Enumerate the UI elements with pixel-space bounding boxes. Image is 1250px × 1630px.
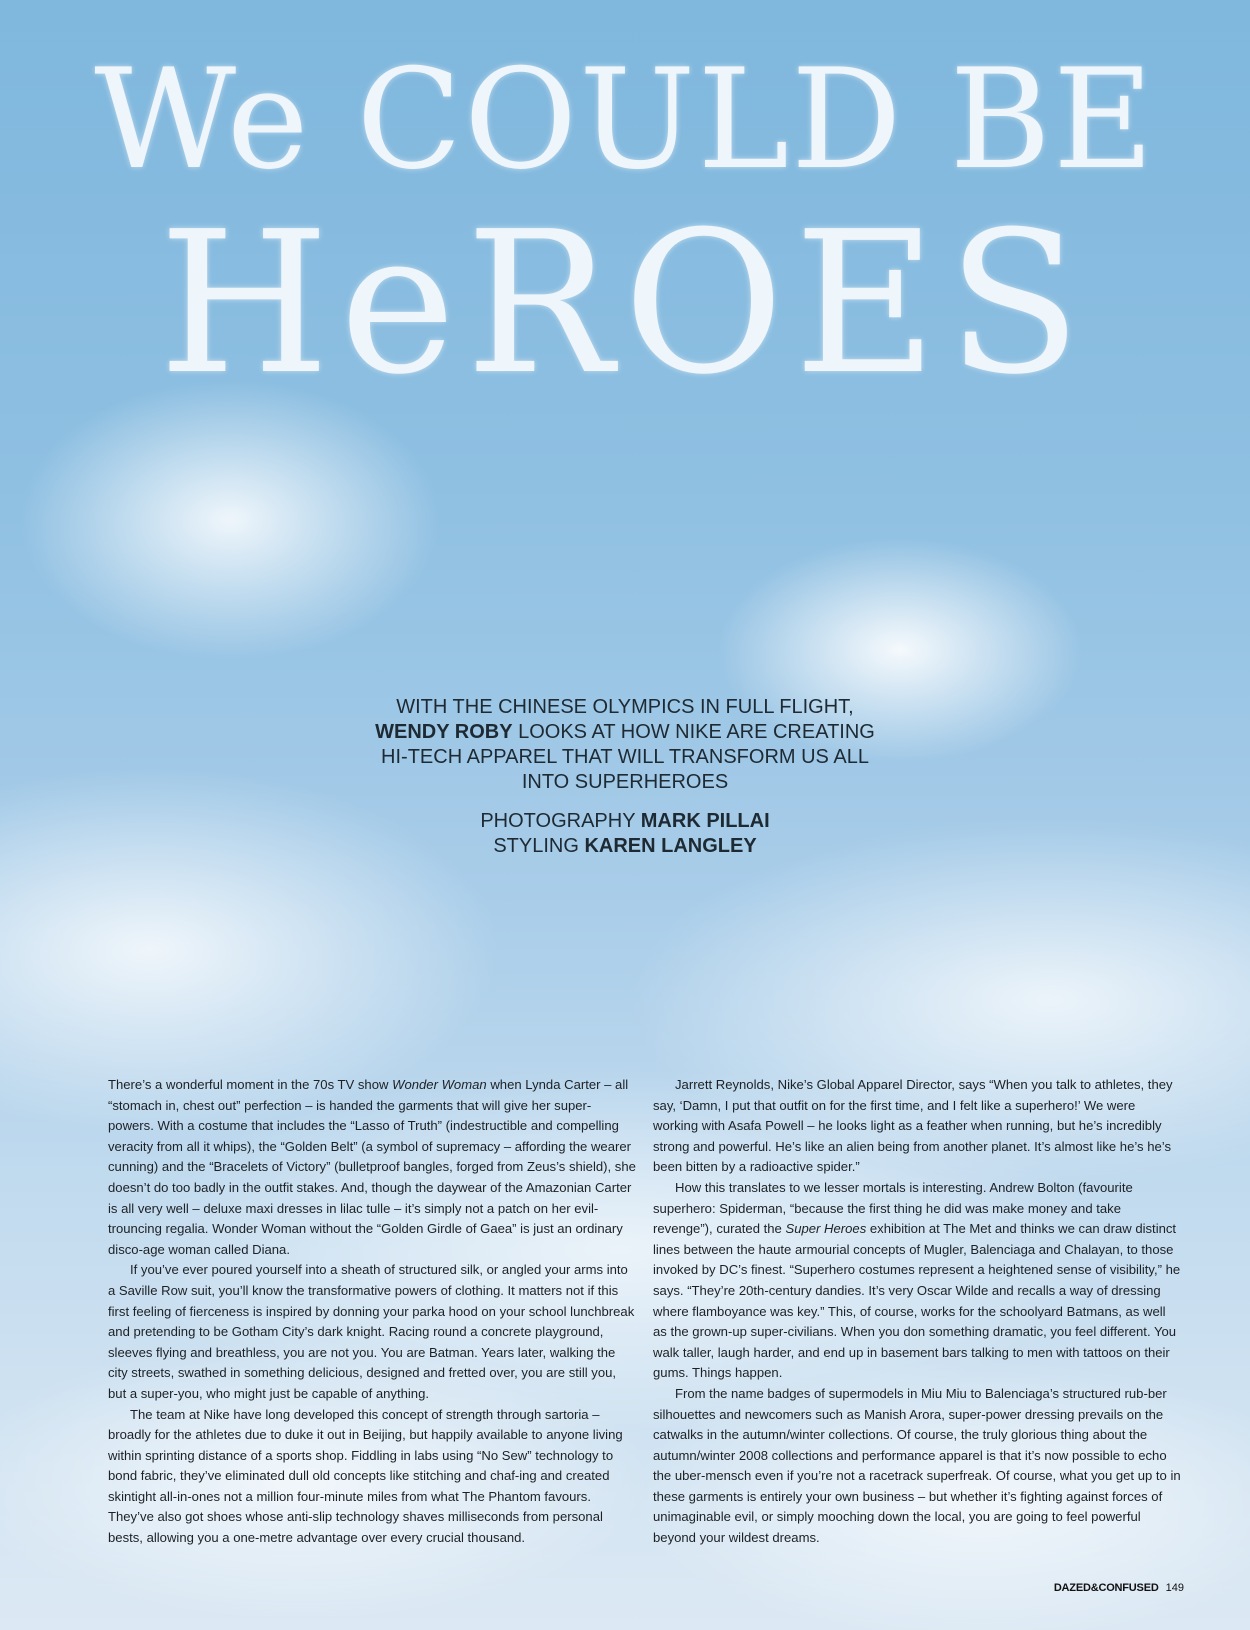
paragraph-1 (108, 1075, 636, 1260)
standfirst-line-3: HI-TECH APPAREL THAT WILL TRANSFORM US ALL (381, 746, 869, 768)
paragraph-2: If you’ve ever poured yourself into a sheath of structured silk, or angled your arms into a Saville Row suit, you’ll know the transformative powers of clothing. It matters not if this first feeling of fierceness is inspired by donning your parka hood on your school lunchbreak and pretending to be Gotham City’s dark knight. Racing round a concrete playground, sleeves flying and breathless, you are not you. You are Batman. Years later, walking the city streets, swathed in something delicious, designed and fretted over, you are still you, but a super-you, who might just be capable of anything. (108, 1262, 635, 1401)
paragraph-1-text-b: when Lynda Carter – all “stomach in, chest out” perfection – is handed the garments that will give her super-powers. With a costume that includes the “Lasso of Truth” (indestructible and compelling veracity from all it whips), the “Golden Belt” (a symbol of supremacy – affording the wearer cunning) and the “Bracelets of Victory” (bulletproof bangles, forged from Zeus’s shield), she doesn’t do too badly in the outfit stakes. And, though the daywear of the Amazonian Carter is all very well – deluxe maxi dresses in lilac tulle – it’s simply not a patch on her evil-trouncing regalia. Wonder Woman without the “Golden Girdle of Gaea” is just an ordinary disco-age woman called Diana. (108, 1077, 636, 1257)
paragraph-5-text-a: How this translates to we lesser mortals is interesting. Andrew Bolton (favourite superhero: Spiderman, “because the first thing he did was make money and take revenge”), curated the (653, 1179, 1133, 1237)
paragraph-3: The team at Nike have long developed this concept of strength through sartoria – broadly for the athletes due to duke it out in Beijing, but happily available to anyone living within sprinting distance of a sports shop. Fiddling in labs using “No Sew” technology to bond fabric, they’ve eliminated dull old concepts like stitching and chaf-ing and created skintight all-in-ones not a million four-minute miles from what The Phantom favours. They’ve also got shoes whose anti-slip technology shaves milliseconds from personal bests, allowing you a one-metre advantage over every crucial thousand. (108, 1406, 623, 1546)
styling-label: STYLING (493, 835, 579, 857)
paragraph-5 (653, 1178, 1181, 1384)
photography-label: PHOTOGRAPHY (480, 810, 636, 832)
paragraph-1-text-a: There’s a wonderful moment in the 70s TV show (108, 1077, 393, 1092)
standfirst-line-2-text: LOOKS AT HOW NIKE ARE CREATING (518, 721, 875, 743)
standfirst-line-1: WITH THE CHINESE OLYMPICS IN FULL FLIGHT, (396, 696, 854, 718)
folio (1054, 1582, 1184, 1594)
column-right (653, 1075, 1181, 1549)
headline-line-1: We COULD BE (94, 39, 1156, 200)
paragraph-5-text-b: exhibition at The Met and thinks we can draw distinct lines between the haute armourial concepts of Mugler, Balenciaga and Chalayan, to those invoked by DC’s finest. “Superhero costumes represent a heightened sense of visibility,” he says. “They’re 20th-century dandies. It’s very Oscar Wilde and recalls a way of dressing where flamboyance was key.” This, of course, works for the schoolyard Batmans, as well as the grown-up super-civilians. When you don something dramatic, you feel different. You walk taller, laugh harder, and end up in basement bars talking to men with tattoos on their gums. Things happen. (653, 1221, 1181, 1381)
author-name: WENDY ROBY (375, 721, 513, 743)
paragraph-4: Jarrett Reynolds, Nike’s Global Apparel Director, says “When you talk to athletes, they say, ‘Damn, I put that outfit on for the first time, and I felt like a superhero!’ We were working with Asafa Powell – he looks light as a feather when running, but he’s incredibly strong and powerful. He’s like an alien being from another planet. It’s almost like he’s he’s been bitten by a radioactive spider.” (653, 1077, 1173, 1175)
styling-credit (325, 834, 925, 859)
standfirst (325, 695, 925, 859)
column-left (108, 1075, 636, 1549)
paragraph-6: From the name badges of supermodels in Miu Miu to Balenciaga’s structured rub-ber silhouettes and newcomers such as Manish Arora, super-power dressing prevails on the catwalks in the autumn/winter collections. Of course, the truly glorious thing about the autumn/winter 2008 collections and performance apparel is that it’s now possible to echo the uber-mensch even if you’re not a racetrack superfreak. Of course, what you get up to in these garments is entirely your own business – but whether it’s fighting against forces of unimaginable evil, or simply mooching down the local, you are going to feel powerful beyond your wildest dreams. (653, 1385, 1181, 1546)
credits (325, 809, 925, 859)
standfirst-line-4: INTO SUPERHEROES (521, 771, 729, 793)
magazine-name: DAZED&CONFUSED (1053, 1582, 1159, 1594)
photographer-name: MARK PILLAI (640, 810, 770, 832)
stylist-name: KAREN LANGLEY (584, 835, 757, 857)
exhibition-title: Super Heroes (785, 1221, 867, 1237)
headline (0, 39, 1250, 418)
standfirst-line-2 (325, 720, 925, 745)
show-title: Wonder Woman (392, 1077, 487, 1092)
article-body (108, 1075, 1181, 1549)
headline-line-2: HeROES (158, 190, 1092, 418)
page-number: 149 (1165, 1582, 1184, 1594)
photography-credit (325, 809, 925, 834)
